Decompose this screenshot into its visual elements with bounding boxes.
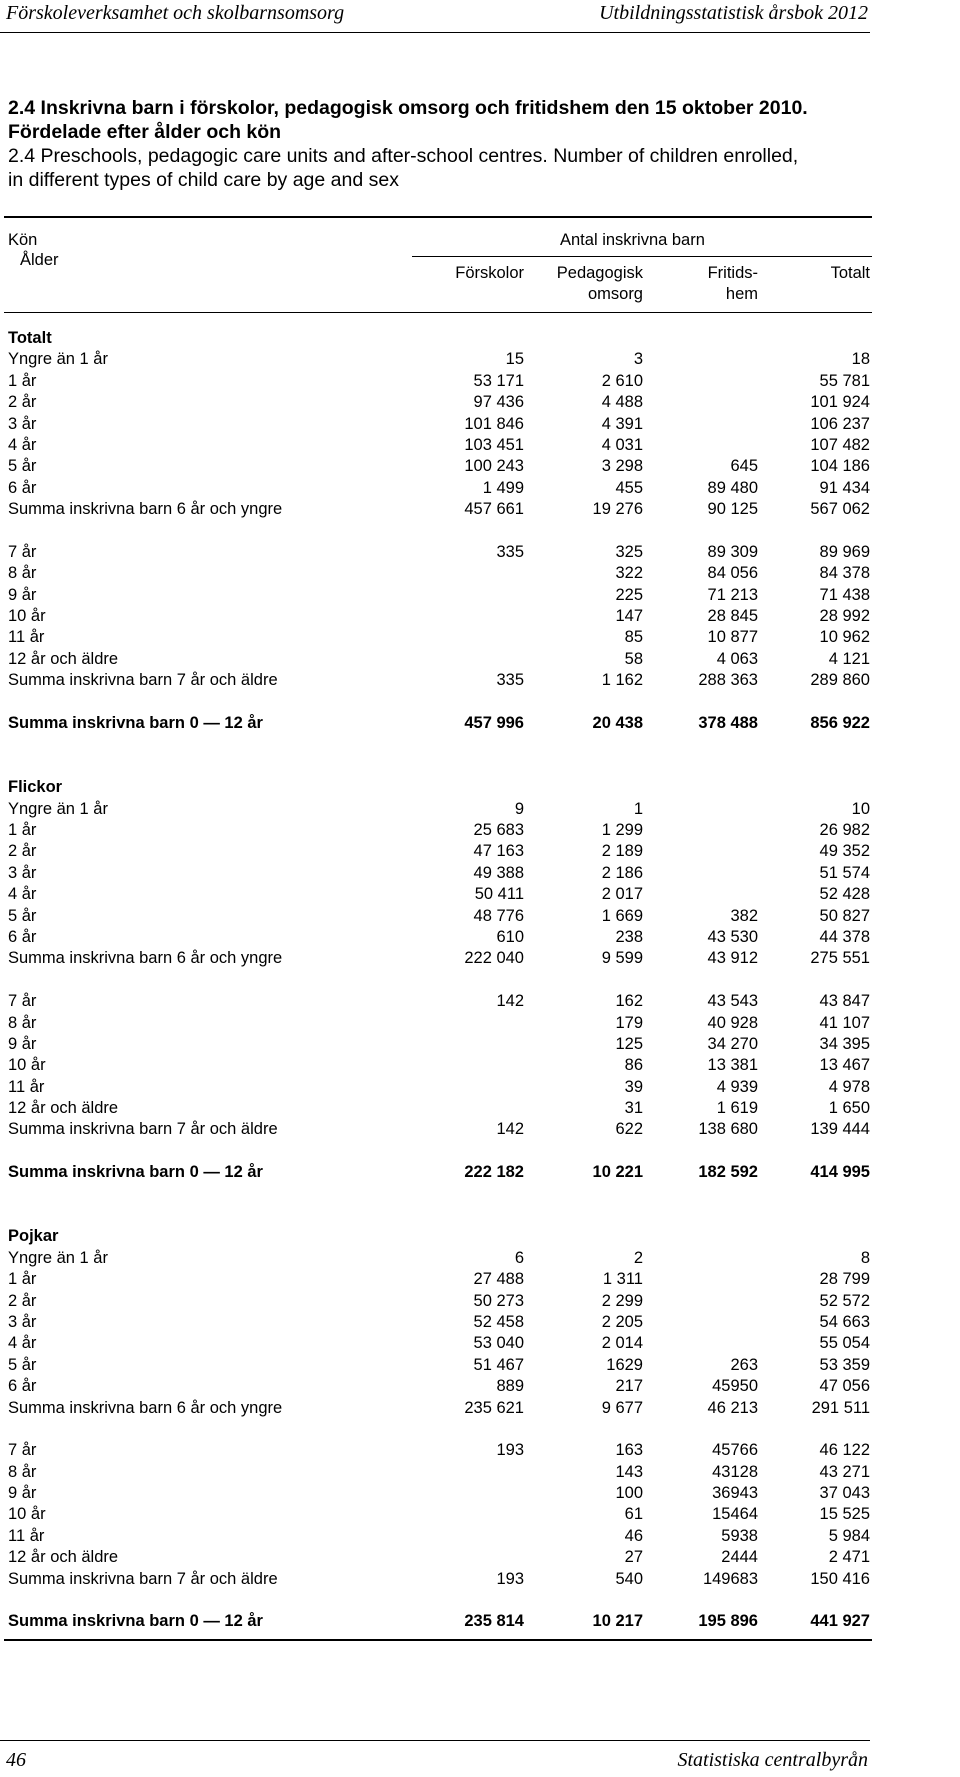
row-label: 3 år: [8, 1312, 37, 1331]
header-kon: Kön: [8, 231, 38, 249]
cell-pedagogisk-omsorg: 3 298: [601, 457, 643, 476]
cell-totalt: 52 572: [819, 1291, 870, 1310]
cell-totalt: 106 237: [810, 414, 870, 433]
cell-fritidshem: 89 309: [707, 542, 758, 561]
row-label: Summa inskrivna barn 7 år och äldre: [8, 671, 278, 690]
table-titles: [8, 96, 868, 192]
cell-pedagogisk-omsorg: 39: [624, 1077, 643, 1096]
title-sv-line1: 2.4 Inskrivna barn i förskolor, pedagogisk omsorg och fritidshem den 15 oktober 2010.: [8, 97, 808, 119]
row-label: 1 år: [8, 371, 37, 390]
table-row: [8, 542, 872, 563]
header-hem: hem: [725, 285, 758, 303]
table-row: [8, 456, 872, 477]
cell-forskolor: 457 661: [464, 500, 524, 519]
cell-pedagogisk-omsorg: 1 669: [601, 906, 643, 925]
cell-totalt: 84 378: [819, 564, 870, 583]
cell-fritidshem: 263: [730, 1355, 758, 1374]
table-row: [8, 414, 872, 435]
cell-totalt: 4 121: [828, 649, 870, 668]
cell-pedagogisk-omsorg: 540: [615, 1569, 643, 1588]
running-footer: [0, 1740, 870, 1777]
cell-forskolor: 100 243: [464, 457, 524, 476]
spacer-row: [8, 1419, 872, 1440]
cell-totalt: 2 471: [828, 1548, 870, 1567]
table-row: [8, 777, 872, 798]
cell-fritidshem: 46 213: [707, 1398, 758, 1417]
row-label: Summa inskrivna barn 0 — 12 år: [8, 1612, 263, 1631]
cell-fritidshem: 90 125: [707, 500, 758, 519]
cell-fritidshem: 288 363: [698, 671, 758, 690]
cell-fritidshem: 45766: [712, 1441, 758, 1460]
row-label: Pojkar: [8, 1227, 59, 1246]
cell-totalt: 289 860: [810, 671, 870, 690]
table-row: [8, 1376, 872, 1397]
cell-totalt: 44 378: [819, 927, 870, 946]
cell-forskolor: 9: [514, 799, 524, 818]
table-row: [8, 1248, 872, 1269]
cell-totalt: 10: [851, 799, 870, 818]
row-label: Summa inskrivna barn 6 år och yngre: [8, 500, 283, 519]
cell-pedagogisk-omsorg: 2: [633, 1248, 643, 1267]
cell-totalt: 55 781: [819, 371, 870, 390]
row-label: Summa inskrivna barn 0 — 12 år: [8, 714, 263, 733]
table-row: [8, 1119, 872, 1140]
row-label: 12 år och äldre: [8, 649, 119, 668]
table-row: [8, 1526, 872, 1547]
table-bottom-rule: [4, 1639, 872, 1641]
cell-pedagogisk-omsorg: 4 391: [601, 414, 643, 433]
cell-totalt: 71 438: [819, 585, 870, 604]
cell-forskolor: 51 467: [473, 1355, 524, 1374]
title-en-line2: in different types of child care by age and sex: [8, 169, 399, 191]
cell-forskolor: 53 040: [473, 1334, 524, 1353]
spacer-row: [8, 970, 872, 991]
cell-forskolor: 610: [496, 927, 524, 946]
header-alder: Ålder: [20, 251, 59, 269]
cell-pedagogisk-omsorg: 3: [633, 350, 643, 369]
cell-totalt: 28 799: [819, 1270, 870, 1289]
table-row: [8, 799, 872, 820]
table-row: [8, 841, 872, 862]
cell-totalt: 101 924: [810, 393, 870, 412]
cell-pedagogisk-omsorg: 622: [615, 1120, 643, 1139]
row-label: 3 år: [8, 863, 37, 882]
cell-forskolor: 53 171: [473, 371, 524, 390]
cell-fritidshem: 43 543: [707, 992, 758, 1011]
cell-pedagogisk-omsorg: 2 186: [601, 863, 643, 882]
header-forskolor: Förskolor: [455, 264, 524, 282]
cell-pedagogisk-omsorg: 2 014: [601, 1334, 643, 1353]
row-label: Yngre än 1 år: [8, 799, 108, 818]
row-label: 5 år: [8, 906, 37, 925]
cell-pedagogisk-omsorg: 1 299: [601, 820, 643, 839]
cell-totalt: 107 482: [810, 435, 870, 454]
cell-totalt: 43 847: [819, 992, 870, 1011]
row-label: 10 år: [8, 1505, 46, 1524]
spacer-row: [8, 1590, 872, 1611]
cell-fritidshem: 5938: [721, 1526, 758, 1545]
cell-forskolor: 50 411: [474, 885, 524, 904]
cell-totalt: 53 359: [819, 1355, 870, 1374]
cell-forskolor: 52 458: [473, 1312, 524, 1331]
row-label: 8 år: [8, 1013, 37, 1032]
row-label: 2 år: [8, 393, 37, 412]
cell-totalt: 28 992: [819, 607, 870, 626]
cell-forskolor: 101 846: [464, 414, 524, 433]
cell-pedagogisk-omsorg: 455: [615, 478, 643, 497]
table-row: [8, 1312, 872, 1333]
table-row: [8, 478, 872, 499]
cell-forskolor: 103 451: [464, 435, 524, 454]
cell-fritidshem: 2444: [721, 1548, 758, 1567]
cell-pedagogisk-omsorg: 325: [615, 542, 643, 561]
cell-forskolor: 27 488: [473, 1270, 524, 1289]
cell-pedagogisk-omsorg: 2 610: [601, 371, 643, 390]
header-pedagogisk: Pedagogisk: [556, 264, 643, 282]
spacer-row: [8, 1205, 872, 1226]
row-label: 4 år: [8, 885, 37, 904]
header-group-rule: [412, 256, 872, 257]
cell-forskolor: 15: [505, 350, 524, 369]
table-row: [8, 991, 872, 1012]
cell-forskolor: 142: [496, 992, 524, 1011]
cell-forskolor: 97 436: [473, 393, 524, 412]
cell-fritidshem: 43 912: [707, 949, 758, 968]
row-label: 11 år: [8, 1526, 45, 1545]
cell-fritidshem: 195 896: [698, 1612, 758, 1631]
table-body: [8, 328, 872, 1633]
row-label: 12 år och äldre: [8, 1548, 119, 1567]
cell-totalt: 139 444: [810, 1120, 870, 1139]
table-row: [8, 1569, 872, 1590]
cell-fritidshem: 43128: [712, 1462, 758, 1481]
cell-pedagogisk-omsorg: 225: [615, 585, 643, 604]
header-group: Antal inskrivna barn: [560, 231, 705, 249]
cell-pedagogisk-omsorg: 143: [615, 1462, 643, 1481]
row-label: 11 år: [8, 628, 45, 647]
row-label: Yngre än 1 år: [8, 1248, 108, 1267]
cell-pedagogisk-omsorg: 2 205: [601, 1312, 643, 1331]
table-row: [8, 1077, 872, 1098]
table-row: [8, 1483, 872, 1504]
table-row: [8, 820, 872, 841]
page-number: 46: [6, 1749, 26, 1771]
cell-pedagogisk-omsorg: 1629: [606, 1355, 643, 1374]
row-label: 9 år: [8, 1034, 37, 1053]
cell-fritidshem: 89 480: [707, 478, 758, 497]
cell-totalt: 89 969: [819, 542, 870, 561]
cell-fritidshem: 13 381: [707, 1056, 758, 1075]
row-label: 10 år: [8, 1056, 46, 1075]
row-label: 1 år: [8, 820, 37, 839]
spacer-row: [8, 692, 872, 713]
row-label: 8 år: [8, 564, 37, 583]
cell-forskolor: 193: [496, 1441, 524, 1460]
cell-totalt: 5 984: [828, 1526, 870, 1545]
row-label: 12 år och äldre: [8, 1099, 119, 1118]
table-row: [8, 1611, 872, 1632]
cell-forskolor: 50 273: [473, 1291, 524, 1310]
row-label: 7 år: [8, 992, 37, 1011]
cell-totalt: 54 663: [819, 1312, 870, 1331]
row-label: 6 år: [8, 478, 37, 497]
cell-pedagogisk-omsorg: 58: [624, 649, 643, 668]
row-label: 9 år: [8, 585, 37, 604]
row-label: 11 år: [8, 1077, 45, 1096]
row-label: Totalt: [8, 329, 52, 347]
cell-pedagogisk-omsorg: 163: [615, 1441, 643, 1460]
table-row: [8, 906, 872, 927]
cell-fritidshem: 149683: [702, 1569, 758, 1588]
header-bottom-rule: [4, 312, 872, 313]
table-row: [8, 1269, 872, 1290]
row-label: 3 år: [8, 414, 37, 433]
cell-fritidshem: 15464: [712, 1505, 758, 1524]
spacer-row: [8, 1141, 872, 1162]
cell-totalt: 441 927: [810, 1612, 870, 1631]
table-row: [8, 1440, 872, 1461]
row-label: 2 år: [8, 1291, 37, 1310]
cell-totalt: 10 962: [819, 628, 870, 647]
row-label: 6 år: [8, 1377, 37, 1396]
row-label: 8 år: [8, 1462, 37, 1481]
cell-totalt: 43 271: [819, 1462, 870, 1481]
row-label: Summa inskrivna barn 6 år och yngre: [8, 1398, 283, 1417]
row-label: Summa inskrivna barn 6 år och yngre: [8, 949, 283, 968]
cell-pedagogisk-omsorg: 2 017: [601, 885, 643, 904]
spacer-row: [8, 1184, 872, 1205]
cell-fritidshem: 43 530: [707, 927, 758, 946]
row-label: 5 år: [8, 457, 37, 476]
cell-pedagogisk-omsorg: 162: [615, 992, 643, 1011]
cell-pedagogisk-omsorg: 20 438: [592, 714, 643, 733]
cell-forskolor: 889: [496, 1377, 524, 1396]
table-row: [8, 1226, 872, 1247]
cell-totalt: 46 122: [819, 1441, 870, 1460]
table-row: [8, 585, 872, 606]
cell-forskolor: 1 499: [482, 478, 524, 497]
table-row: [8, 713, 872, 734]
cell-pedagogisk-omsorg: 100: [615, 1484, 643, 1503]
cell-fritidshem: 45950: [712, 1377, 758, 1396]
cell-totalt: 51 574: [819, 863, 870, 882]
cell-fritidshem: 138 680: [698, 1120, 758, 1139]
row-label: 4 år: [8, 1334, 37, 1353]
table-row: [8, 392, 872, 413]
header-totalt: Totalt: [830, 264, 870, 282]
header-fritids: Fritids-: [707, 264, 758, 282]
cell-fritidshem: 182 592: [698, 1163, 758, 1182]
table-row: [8, 670, 872, 691]
table-row: [8, 606, 872, 627]
table-row: [8, 884, 872, 905]
cell-pedagogisk-omsorg: 27: [624, 1548, 643, 1567]
table-top-rule: [4, 216, 872, 218]
cell-pedagogisk-omsorg: 86: [624, 1056, 643, 1075]
cell-pedagogisk-omsorg: 2 299: [601, 1291, 643, 1310]
cell-pedagogisk-omsorg: 4 031: [601, 435, 643, 454]
cell-pedagogisk-omsorg: 9 677: [601, 1398, 643, 1417]
cell-fritidshem: 40 928: [707, 1013, 758, 1032]
row-label: 7 år: [8, 1441, 37, 1460]
cell-forskolor: 6: [514, 1248, 524, 1267]
cell-forskolor: 457 996: [464, 714, 524, 733]
cell-totalt: 18: [851, 350, 870, 369]
table-row: [8, 1398, 872, 1419]
cell-totalt: 150 416: [810, 1569, 870, 1588]
cell-forskolor: 222 040: [464, 949, 524, 968]
footer-publisher: Statistiska centralbyrån: [677, 1749, 868, 1771]
spacer-row: [8, 734, 872, 755]
cell-forskolor: 235 814: [464, 1612, 524, 1631]
row-label: 4 år: [8, 435, 37, 454]
spacer-row: [8, 521, 872, 542]
row-label: 9 år: [8, 1484, 37, 1503]
spacer-row: [8, 756, 872, 777]
cell-pedagogisk-omsorg: 46: [624, 1526, 643, 1545]
cell-forskolor: 142: [496, 1120, 524, 1139]
table-row: [8, 1462, 872, 1483]
cell-forskolor: 193: [496, 1569, 524, 1588]
cell-fritidshem: 71 213: [707, 585, 758, 604]
table-row: [8, 1098, 872, 1119]
cell-totalt: 8: [860, 1248, 870, 1267]
cell-pedagogisk-omsorg: 9 599: [601, 949, 643, 968]
cell-fritidshem: 645: [730, 457, 758, 476]
cell-forskolor: 25 683: [473, 820, 524, 839]
cell-totalt: 275 551: [810, 949, 870, 968]
table-row: [8, 328, 872, 349]
cell-forskolor: 48 776: [473, 906, 524, 925]
cell-pedagogisk-omsorg: 61: [624, 1505, 643, 1524]
table-row: [8, 1333, 872, 1354]
cell-pedagogisk-omsorg: 1: [633, 799, 643, 818]
row-label: Summa inskrivna barn 7 år och äldre: [8, 1120, 278, 1139]
header-omsorg: omsorg: [587, 285, 643, 303]
table-row: [8, 1055, 872, 1076]
running-header: [0, 0, 870, 33]
cell-totalt: 91 434: [819, 478, 870, 497]
cell-pedagogisk-omsorg: 85: [624, 628, 643, 647]
cell-pedagogisk-omsorg: 19 276: [592, 500, 643, 519]
cell-totalt: 37 043: [819, 1484, 870, 1503]
cell-fritidshem: 382: [730, 906, 758, 925]
cell-totalt: 52 428: [819, 885, 870, 904]
cell-pedagogisk-omsorg: 31: [624, 1099, 643, 1118]
cell-totalt: 15 525: [819, 1505, 870, 1524]
cell-forskolor: 49 388: [473, 863, 524, 882]
cell-pedagogisk-omsorg: 10 221: [592, 1163, 643, 1182]
cell-totalt: 55 054: [819, 1334, 870, 1353]
table-row: [8, 1162, 872, 1183]
row-label: 10 år: [8, 607, 46, 626]
table-row: [8, 499, 872, 520]
cell-fritidshem: 378 488: [698, 714, 758, 733]
cell-pedagogisk-omsorg: 238: [615, 927, 643, 946]
cell-totalt: 414 995: [810, 1163, 870, 1182]
cell-totalt: 41 107: [819, 1013, 870, 1032]
cell-totalt: 26 982: [819, 820, 870, 839]
cell-pedagogisk-omsorg: 10 217: [592, 1612, 643, 1631]
cell-fritidshem: 36943: [712, 1484, 758, 1503]
cell-pedagogisk-omsorg: 1 162: [601, 671, 643, 690]
cell-pedagogisk-omsorg: 147: [615, 607, 643, 626]
table-row: [8, 863, 872, 884]
table-row: [8, 349, 872, 370]
table-row: [8, 1013, 872, 1034]
row-label: Yngre än 1 år: [8, 350, 108, 369]
row-label: 5 år: [8, 1355, 37, 1374]
cell-fritidshem: 4 939: [716, 1077, 758, 1096]
cell-forskolor: 335: [496, 671, 524, 690]
table-row: [8, 948, 872, 969]
table-row: [8, 649, 872, 670]
cell-forskolor: 335: [496, 542, 524, 561]
cell-pedagogisk-omsorg: 125: [615, 1034, 643, 1053]
cell-fritidshem: 34 270: [707, 1034, 758, 1053]
cell-forskolor: 47 163: [473, 842, 524, 861]
cell-totalt: 856 922: [810, 714, 870, 733]
cell-totalt: 104 186: [810, 457, 870, 476]
row-label: Flickor: [8, 778, 63, 797]
row-label: 6 år: [8, 927, 37, 946]
table-row: [8, 563, 872, 584]
cell-totalt: 1 650: [828, 1099, 870, 1118]
cell-fritidshem: 4 063: [716, 649, 758, 668]
cell-pedagogisk-omsorg: 217: [615, 1377, 643, 1396]
header-left-text: Förskoleverksamhet och skolbarnsomsorg: [6, 2, 345, 24]
title-sv-line2: Fördelade efter ålder och kön: [8, 121, 282, 143]
table-row: [8, 371, 872, 392]
cell-totalt: 34 395: [819, 1034, 870, 1053]
table-row: [8, 1355, 872, 1376]
cell-pedagogisk-omsorg: 4 488: [601, 393, 643, 412]
cell-totalt: 50 827: [819, 906, 870, 925]
cell-totalt: 567 062: [810, 500, 870, 519]
header-right-text: Utbildningsstatistisk årsbok 2012: [599, 2, 868, 24]
cell-pedagogisk-omsorg: 322: [615, 564, 643, 583]
table-row: [8, 1291, 872, 1312]
table-row: [8, 435, 872, 456]
cell-fritidshem: 10 877: [707, 628, 758, 647]
cell-fritidshem: 1 619: [716, 1099, 758, 1118]
row-label: Summa inskrivna barn 7 år och äldre: [8, 1569, 278, 1588]
table-row: [8, 1547, 872, 1568]
cell-fritidshem: 28 845: [707, 607, 758, 626]
cell-totalt: 47 056: [819, 1377, 870, 1396]
cell-totalt: 291 511: [811, 1398, 870, 1417]
cell-fritidshem: 84 056: [707, 564, 758, 583]
cell-forskolor: 235 621: [464, 1398, 524, 1417]
cell-totalt: 13 467: [819, 1056, 870, 1075]
cell-pedagogisk-omsorg: 1 311: [602, 1270, 643, 1289]
row-label: 2 år: [8, 842, 37, 861]
cell-pedagogisk-omsorg: 179: [615, 1013, 643, 1032]
table-row: [8, 1034, 872, 1055]
table-row: [8, 927, 872, 948]
cell-pedagogisk-omsorg: 2 189: [601, 842, 643, 861]
row-label: 1 år: [8, 1270, 37, 1289]
row-label: Summa inskrivna barn 0 — 12 år: [8, 1163, 263, 1182]
row-label: 7 år: [8, 542, 37, 561]
cell-totalt: 49 352: [819, 842, 870, 861]
cell-forskolor: 222 182: [464, 1163, 524, 1182]
table-row: [8, 1504, 872, 1525]
title-en-line1: 2.4 Preschools, pedagogic care units and after-school centres. Number of children enrolled,: [8, 145, 799, 167]
cell-totalt: 4 978: [828, 1077, 870, 1096]
table-row: [8, 627, 872, 648]
